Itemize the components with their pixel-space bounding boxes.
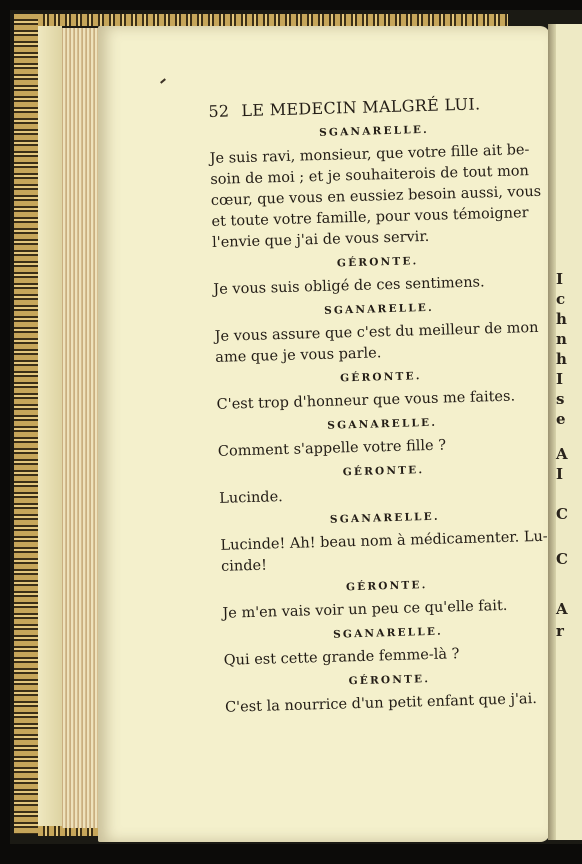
page-edges <box>62 28 100 828</box>
facing-page-letter: h <box>556 350 567 368</box>
facing-page-letter: h <box>556 310 567 328</box>
speaker-name: GÉRONTE. <box>345 579 428 594</box>
facing-page-letter: C <box>556 550 568 568</box>
facing-page-letter: A <box>556 600 568 618</box>
speaker-name: SGANARELLE. <box>319 123 430 139</box>
gilt-border-top <box>38 14 508 26</box>
endpaper <box>38 26 62 826</box>
facing-page-letter: n <box>556 330 567 348</box>
dialogue-line: Comment s'appelle votre fille ? <box>217 437 447 460</box>
dialogue-line: C'est la nourrice d'un petit enfant que j'ai. <box>224 691 538 716</box>
dialogue-line: Lucinde. <box>219 489 283 507</box>
page-text <box>208 87 555 716</box>
facing-page-letter: r <box>556 622 564 640</box>
dialogue-line: Je vous assure que c'est du meilleur de mon <box>214 319 539 345</box>
gilt-border-left <box>14 14 38 834</box>
facing-page-letter: e <box>556 410 566 428</box>
page-number: 52 <box>208 101 230 121</box>
dialogue-line: Je m'en vais voir un peu ce qu'elle fait. <box>222 597 508 622</box>
running-header <box>208 94 480 121</box>
dialogue-line: l'envie que j'ai de vous servir. <box>211 228 430 251</box>
dialogue-line: soin de moi ; et je souhaiterois de tout mon <box>210 163 530 188</box>
facing-page-letter: I <box>556 370 564 388</box>
speaker-name: SGANARELLE. <box>333 625 444 641</box>
book-gutter <box>548 24 556 840</box>
facing-page-letter: A <box>556 445 568 463</box>
dialogue-line: cœur, que vous en eussiez besoin aussi, vous <box>210 183 542 209</box>
facing-page-letter: c <box>556 290 566 308</box>
dialogue-line: C'est trop d'honneur que vous me faites. <box>216 388 516 413</box>
dialogue-line: cinde! <box>220 557 268 575</box>
dialogue-line: Je vous suis obligé de ces sentimens. <box>213 274 485 298</box>
dialogue-line: Qui est cette grande femme-là ? <box>223 646 460 669</box>
dialogue-line: Je suis ravi, monsieur, que votre fille ait be- <box>209 142 530 167</box>
speaker-name: SGANARELLE. <box>327 416 438 432</box>
running-head: LE MEDECIN MALGRÉ LUI. <box>241 94 481 121</box>
facing-page-letter: C <box>556 505 568 523</box>
dialogue-line: ame que je vous parle. <box>215 345 382 366</box>
speaker-name: GÉRONTE. <box>340 370 422 385</box>
speaker-name: GÉRONTE. <box>336 255 419 270</box>
facing-page-letter: I <box>556 270 564 288</box>
dialogue-line: Lucinde! Ah! beau nom à médicamenter. Lu- <box>220 528 548 554</box>
facing-page-letter: s <box>556 390 565 408</box>
speaker-name: SGANARELLE. <box>323 301 435 317</box>
facing-page <box>556 24 582 840</box>
facing-page-letter: I <box>556 465 564 483</box>
dialogue-line: et toute votre famille, pour vous témoigner <box>211 205 529 230</box>
speaker-name: GÉRONTE. <box>348 673 431 688</box>
speaker-name: GÉRONTE. <box>342 464 425 479</box>
speaker-name: SGANARELLE. <box>329 510 440 526</box>
